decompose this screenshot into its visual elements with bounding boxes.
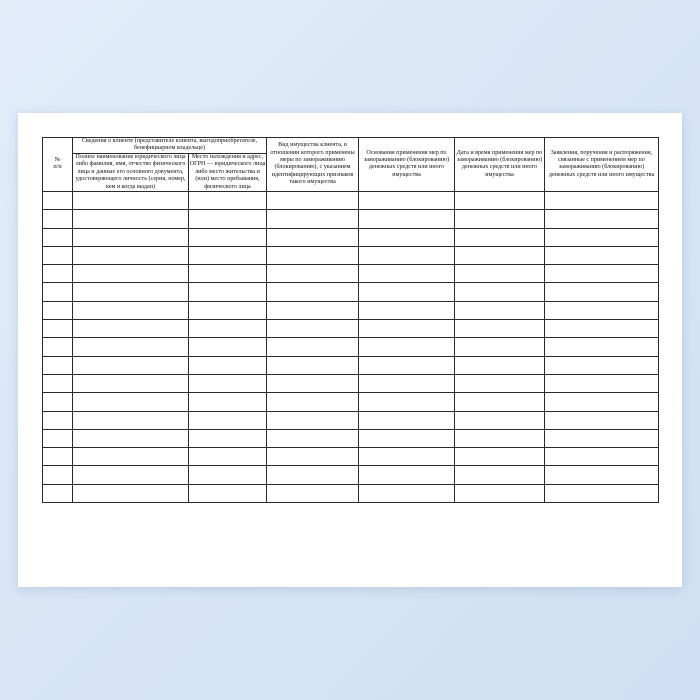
cell-empty[interactable] (455, 338, 545, 356)
table-row[interactable] (43, 210, 659, 228)
cell-empty[interactable] (189, 191, 267, 209)
cell-empty[interactable] (545, 484, 659, 502)
document-sheet (18, 113, 682, 587)
cell-empty[interactable] (73, 374, 189, 392)
th-client-group: Сведения о клиенте (представителе клиента, выгодоприобретателе, бенефициарном владельце) (73, 138, 267, 154)
cell-empty[interactable] (545, 246, 659, 264)
cell-empty[interactable] (189, 228, 267, 246)
cell-empty[interactable] (267, 228, 359, 246)
cell-empty[interactable] (73, 338, 189, 356)
cell-empty[interactable] (359, 210, 455, 228)
cell-empty[interactable] (73, 191, 189, 209)
cell-empty[interactable] (267, 429, 359, 447)
cell-empty[interactable] (267, 374, 359, 392)
cell-row-number[interactable] (43, 210, 73, 228)
cell-empty[interactable] (359, 411, 455, 429)
cell-row-number[interactable] (43, 228, 73, 246)
table-row[interactable] (43, 411, 659, 429)
cell-empty[interactable] (359, 374, 455, 392)
cell-empty[interactable] (267, 448, 359, 466)
cell-row-number[interactable] (43, 265, 73, 283)
cell-row-number[interactable] (43, 356, 73, 374)
cell-empty[interactable] (359, 448, 455, 466)
cell-empty[interactable] (359, 320, 455, 338)
cell-empty[interactable] (267, 283, 359, 301)
cell-empty[interactable] (267, 466, 359, 484)
table-row[interactable] (43, 338, 659, 356)
cell-empty[interactable] (73, 283, 189, 301)
cell-empty[interactable] (267, 338, 359, 356)
cell-empty[interactable] (455, 320, 545, 338)
cell-empty[interactable] (545, 228, 659, 246)
cell-empty[interactable] (455, 301, 545, 319)
cell-row-number[interactable] (43, 448, 73, 466)
table-row[interactable] (43, 228, 659, 246)
th-row-number-line2: п/п (53, 164, 62, 171)
table-row[interactable] (43, 393, 659, 411)
cell-empty[interactable] (359, 265, 455, 283)
cell-empty[interactable] (359, 228, 455, 246)
cell-empty[interactable] (267, 411, 359, 429)
cell-empty[interactable] (545, 466, 659, 484)
cell-empty[interactable] (545, 301, 659, 319)
cell-empty[interactable] (545, 429, 659, 447)
cell-empty[interactable] (545, 393, 659, 411)
table-row[interactable] (43, 191, 659, 209)
table-container (42, 137, 658, 503)
cell-empty[interactable] (455, 283, 545, 301)
table-row[interactable] (43, 484, 659, 502)
cell-empty[interactable] (267, 210, 359, 228)
cell-empty[interactable] (455, 210, 545, 228)
cell-empty[interactable] (73, 246, 189, 264)
cell-empty[interactable] (455, 448, 545, 466)
cell-empty[interactable] (359, 484, 455, 502)
cell-empty[interactable] (455, 411, 545, 429)
cell-empty[interactable] (189, 356, 267, 374)
table-row[interactable] (43, 429, 659, 447)
cell-empty[interactable] (267, 356, 359, 374)
cell-empty[interactable] (455, 228, 545, 246)
cell-row-number[interactable] (43, 466, 73, 484)
cell-empty[interactable] (73, 393, 189, 411)
table-row[interactable] (43, 246, 659, 264)
cell-empty[interactable] (189, 301, 267, 319)
cell-empty[interactable] (455, 374, 545, 392)
th-grounds: Основания применения мер по замораживанию (блокированию) денежных средств или иного имущества (359, 138, 455, 192)
cell-empty[interactable] (359, 246, 455, 264)
table-row[interactable] (43, 283, 659, 301)
cell-empty[interactable] (359, 191, 455, 209)
cell-empty[interactable] (455, 393, 545, 411)
cell-empty[interactable] (545, 265, 659, 283)
table-header (43, 138, 659, 192)
th-client-address: Место нахождения и адрес, ОГРН — юридического лица либо место жительства и (или) место пребывания, физического лица (189, 153, 266, 190)
cell-empty[interactable] (73, 466, 189, 484)
th-datetime: Дата и время применения мер по замораживанию (блокированию) денежных средств или иного имущества (455, 138, 545, 192)
cell-row-number[interactable] (43, 338, 73, 356)
cell-row-number[interactable] (43, 411, 73, 429)
cell-empty[interactable] (189, 338, 267, 356)
cell-empty[interactable] (73, 448, 189, 466)
cell-row-number[interactable] (43, 374, 73, 392)
cell-empty[interactable] (73, 484, 189, 502)
cell-empty[interactable] (545, 191, 659, 209)
cell-empty[interactable] (267, 484, 359, 502)
th-row-number (43, 138, 73, 192)
cell-empty[interactable] (267, 191, 359, 209)
cell-empty[interactable] (267, 246, 359, 264)
cell-row-number[interactable] (43, 191, 73, 209)
cell-empty[interactable] (359, 429, 455, 447)
cell-empty[interactable] (359, 393, 455, 411)
cell-empty[interactable] (189, 393, 267, 411)
cell-empty[interactable] (189, 320, 267, 338)
cell-empty[interactable] (189, 466, 267, 484)
cell-row-number[interactable] (43, 320, 73, 338)
cell-empty[interactable] (455, 429, 545, 447)
cell-empty[interactable] (73, 411, 189, 429)
cell-empty[interactable] (545, 411, 659, 429)
cell-empty[interactable] (73, 301, 189, 319)
th-row-number-line1: № (54, 157, 61, 164)
cell-row-number[interactable] (43, 484, 73, 502)
cell-empty[interactable] (189, 429, 267, 447)
cell-empty[interactable] (455, 191, 545, 209)
table-body (43, 191, 659, 502)
cell-empty[interactable] (545, 356, 659, 374)
cell-empty[interactable] (455, 246, 545, 264)
th-property-type: Вид имущества клиента, в отношении которого применены меры по замораживанию (блокированию), с указанием идентифицирующих признаков такого имущества (267, 138, 359, 192)
cell-empty[interactable] (73, 429, 189, 447)
cell-empty[interactable] (545, 448, 659, 466)
cell-row-number[interactable] (43, 301, 73, 319)
cell-empty[interactable] (267, 301, 359, 319)
cell-empty[interactable] (189, 265, 267, 283)
table-row[interactable] (43, 356, 659, 374)
cell-empty[interactable] (455, 466, 545, 484)
cell-empty[interactable] (545, 320, 659, 338)
cell-empty[interactable] (189, 411, 267, 429)
cell-empty[interactable] (73, 320, 189, 338)
cell-empty[interactable] (545, 338, 659, 356)
table-row[interactable] (43, 320, 659, 338)
register-table (42, 137, 659, 503)
table-row[interactable] (43, 374, 659, 392)
cell-empty[interactable] (359, 466, 455, 484)
cell-empty[interactable] (455, 265, 545, 283)
table-row[interactable] (43, 466, 659, 484)
cell-row-number[interactable] (43, 393, 73, 411)
cell-empty[interactable] (545, 374, 659, 392)
cell-empty[interactable] (189, 448, 267, 466)
th-client-name: Полное наименование юридического лица либо фамилия, имя, отчество физического лица и данные его основного документа, удостоверяющего личность (серия, номер, кем и когда выдан) (73, 153, 189, 191)
cell-empty[interactable] (73, 210, 189, 228)
cell-empty[interactable] (189, 246, 267, 264)
cell-empty[interactable] (189, 210, 267, 228)
cell-row-number[interactable] (43, 429, 73, 447)
cell-empty[interactable] (267, 320, 359, 338)
cell-empty[interactable] (545, 283, 659, 301)
cell-empty[interactable] (189, 283, 267, 301)
cell-empty[interactable] (73, 356, 189, 374)
cell-empty[interactable] (545, 210, 659, 228)
th-statements: Заявления, поручения и распоряжения, связанные с применением мер по замораживанию (блокированию) денежных средств или иного имущества (545, 138, 659, 192)
table-row[interactable] (43, 448, 659, 466)
cell-empty[interactable] (73, 265, 189, 283)
cell-empty[interactable] (189, 374, 267, 392)
cell-row-number[interactable] (43, 246, 73, 264)
cell-empty[interactable] (189, 484, 267, 502)
table-row[interactable] (43, 301, 659, 319)
cell-empty[interactable] (455, 484, 545, 502)
cell-empty[interactable] (359, 356, 455, 374)
cell-empty[interactable] (359, 283, 455, 301)
table-row[interactable] (43, 265, 659, 283)
cell-empty[interactable] (455, 356, 545, 374)
cell-empty[interactable] (267, 393, 359, 411)
header-row-group (43, 138, 659, 154)
cell-empty[interactable] (359, 338, 455, 356)
cell-empty[interactable] (73, 228, 189, 246)
cell-row-number[interactable] (43, 283, 73, 301)
cell-empty[interactable] (267, 265, 359, 283)
cell-empty[interactable] (359, 301, 455, 319)
